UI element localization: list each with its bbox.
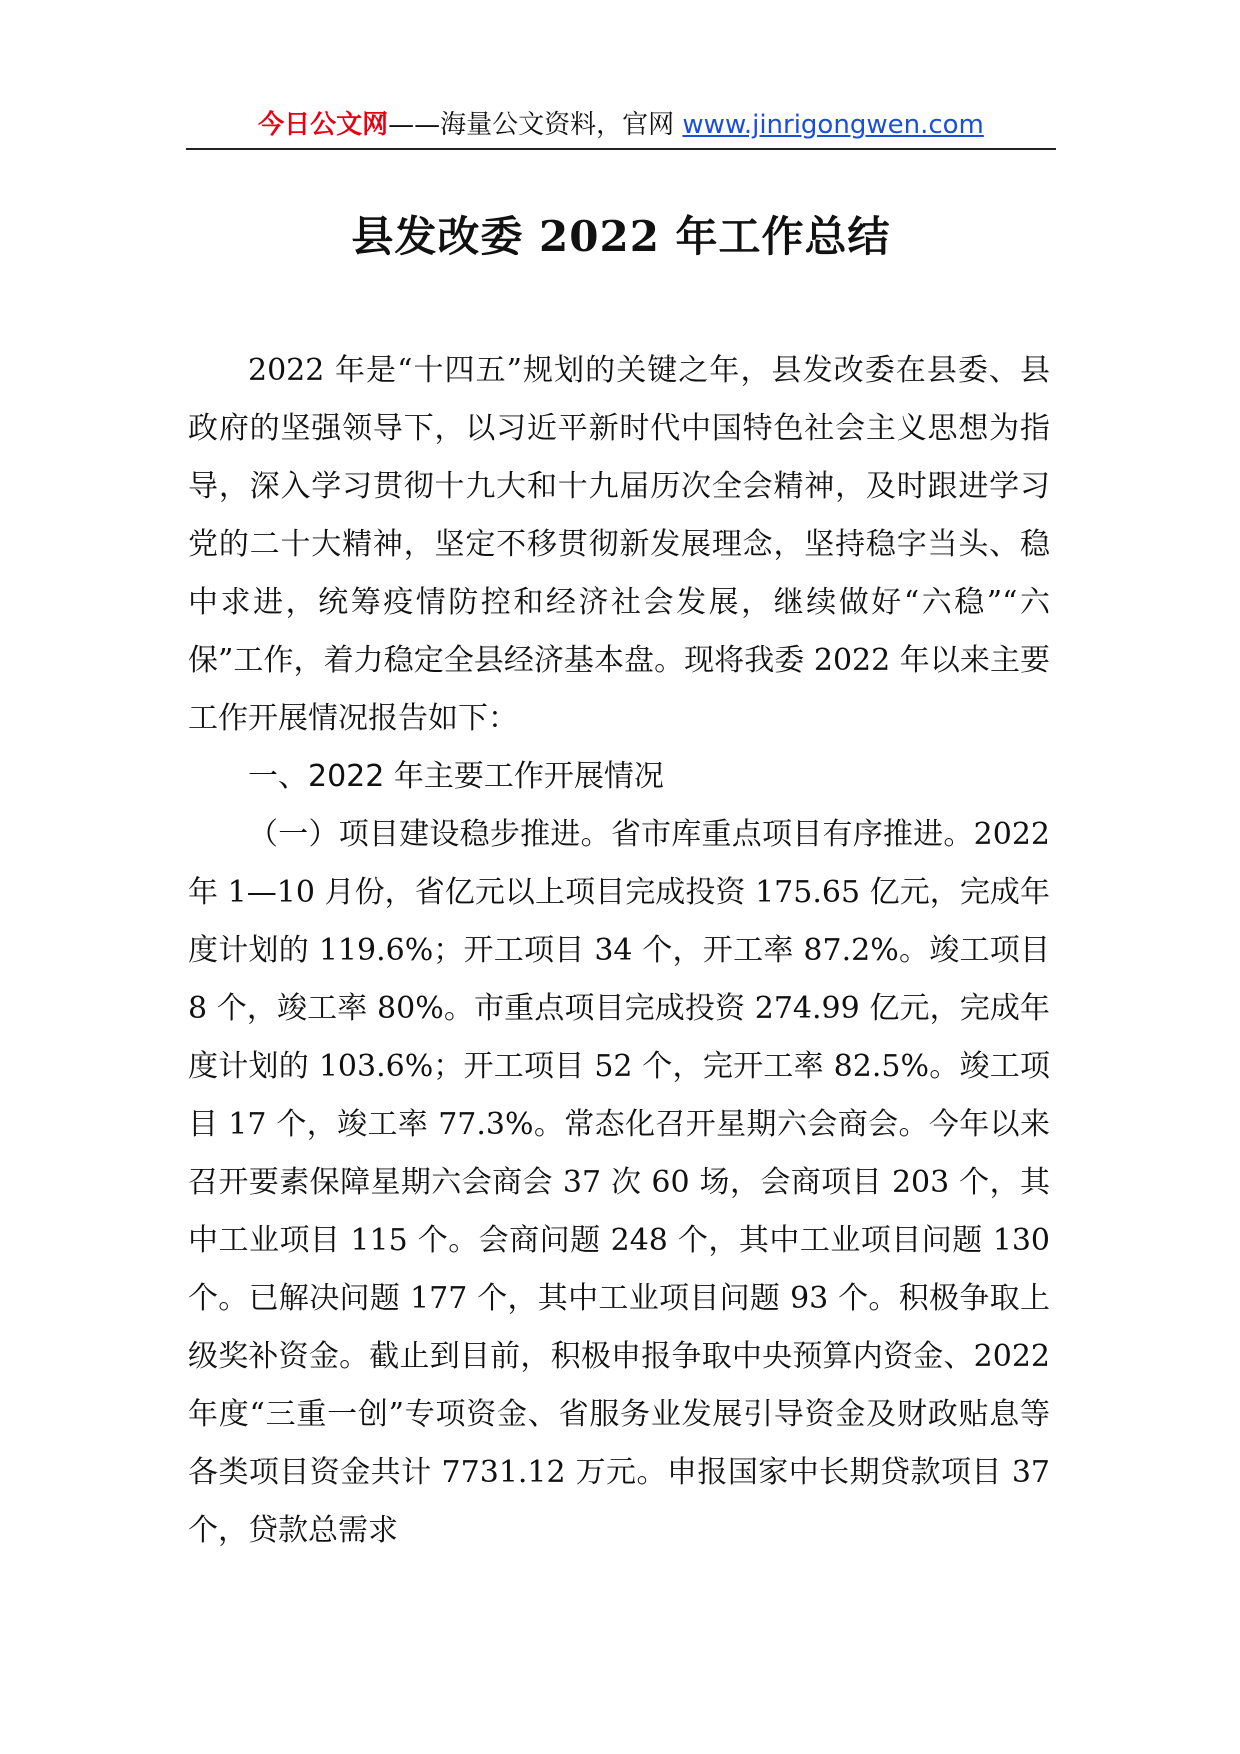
section-heading: 一、2022 年主要工作开展情况: [248, 759, 664, 794]
document-title: 县发改委 2022 年工作总结: [351, 212, 891, 261]
subsection-paragraph: （一）项目建设稳步推进。省市库重点项目有序推进。2022 年 1—10 月份，省亿元以上项目完成投资 175.65 亿元，完成年度计划的 119.6%；开工项目 34 个，开工率 87.2%。竣工项目 8 个，竣工率 80%。市重点项目完成投资 274.99 亿元，完成年度计划的 103.6%；开工项目 52 个，完开工率 82.5%。竣工项目 17 个，竣工率 77.3%。常态化召开星期六会商会。今年以来召开要素保障星期六会商会 37 次 60 场，会商项目 203 个，其中工业项目 115 个。会商问题 248 个，其中工业项目问题 130 个。已解决问题 177 个，其中工业项目问题 93 个。积极争取上级奖补资金。截止到目前，积极申报争取中央预算内资金、2022 年度“三重一创”专项资金、省服务业发展引导资金及财政贴息等各类项目资金共计 7731.12 万元。申报国家中长期贷款项目 37 个，贷款总需求: [188, 817, 1050, 1548]
document-body: [188, 342, 1050, 1560]
intro-paragraph: 2022 年是“十四五”规划的关键之年，县发改委在县委、县政府的坚强领导下，以习近平新时代中国特色社会主义思想为指导，深入学习贯彻十九大和十九届历次全会精神，及时跟进学习党的二十大精神，坚定不移贯彻新发展理念，坚持稳字当头、稳中求进，统筹疫情防控和经济社会发展，继续做好“六稳”“六保”工作，着力稳定全县经济基本盘。现将我委 2022 年以来主要工作开展情况报告如下：: [188, 353, 1050, 736]
site-url-link[interactable]: www.jinrigongwen.com: [682, 110, 984, 140]
site-brand: 今日公文网: [258, 110, 389, 140]
header-divider: [186, 148, 1056, 150]
site-header: [186, 104, 1056, 146]
site-tagline: ——海量公文资料，官网: [388, 110, 683, 140]
